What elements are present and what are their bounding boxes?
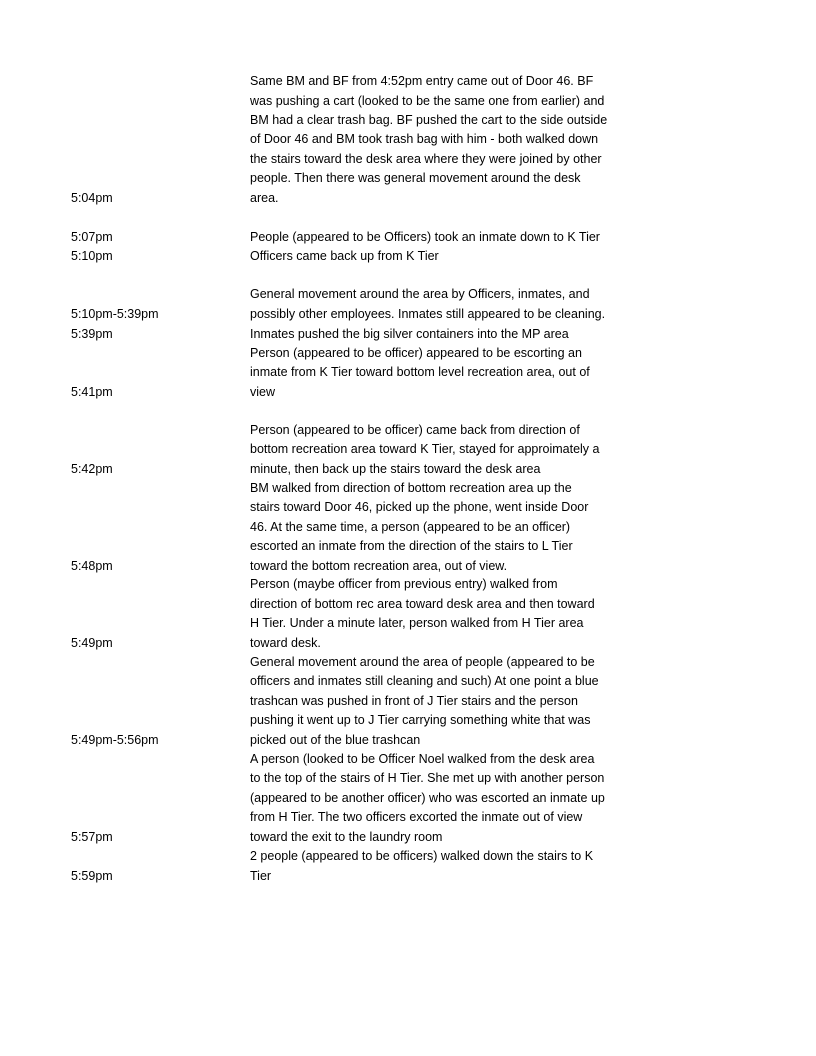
entry-time: 5:57pm — [71, 829, 113, 844]
entry-description: Officers came back up from K Tier — [250, 248, 439, 263]
entry-time: 5:48pm — [71, 558, 113, 573]
entry-description: People (appeared to be Officers) took an inmate down to K Tier — [250, 229, 600, 244]
entry-time: 5:39pm — [71, 326, 113, 341]
entry-time: 5:04pm — [71, 190, 113, 205]
entry-description: Inmates pushed the big silver containers into the MP area — [250, 326, 569, 341]
entry-description: Person (maybe officer from previous entry) walked from direction of bottom rec area toward desk area and then toward H Tier. Under a minute later, person walked from H Tier area toward desk. — [250, 577, 595, 650]
entry-time: 5:41pm — [71, 384, 113, 399]
entry-time: 5:42pm — [71, 461, 113, 476]
entry-description: General movement around the area by Officers, inmates, and possibly other employees. Inmates still appeared to be cleaning. — [250, 287, 606, 321]
entry-description: 2 people (appeared to be officers) walked down the stairs to K Tier — [250, 849, 594, 883]
entry-time: 5:10pm-5:39pm — [71, 306, 159, 321]
entry-time: 5:49pm-5:56pm — [71, 732, 159, 747]
entry-description: BM walked from direction of bottom recreation area up the stairs toward Door 46, picked up the phone, went inside Door 46. At the same time, a person (appeared to be an officer) escorted an inmate from the direction of the stairs to L Tier toward the bottom recreation area, out of view. — [250, 480, 589, 573]
entry-time: 5:07pm — [71, 229, 113, 244]
entry-description: Same BM and BF from 4:52pm entry came out of Door 46. BF was pushing a cart (looked to be the same one from earlier) and BM had a clear trash bag. BF pushed the cart to the side outside of Door 46 and BM took trash bag with him - both walked down the stairs toward the desk area where they were joined by other people. Then there was general movement around the desk area. — [250, 74, 608, 205]
entry-description: Person (appeared to be officer) appeared to be escorting an inmate from K Tier toward bottom level recreation area, out of view — [250, 345, 590, 399]
entry-time: 5:59pm — [71, 868, 113, 883]
entry-description: A person (looked to be Officer Noel walked from the desk area to the top of the stairs of H Tier. She met up with another person (appeared to be another officer) who was escorted an inmate up from H Tier. The two officers excorted the inmate out of view toward the exit to the laundry room — [250, 751, 605, 844]
entry-description: General movement around the area of people (appeared to be officers and inmates still cleaning and such) At one point a blue trashcan was pushed in front of J Tier stairs and the person pushing it went up to J Tier carrying something white that was picked out of the blue trashcan — [250, 654, 599, 747]
entry-description: Person (appeared to be officer) came back from direction of bottom recreation area toward K Tier, stayed for approimately a minute, then back up the stairs toward the desk area — [250, 422, 600, 476]
entry-time: 5:10pm — [71, 248, 113, 263]
entry-time: 5:49pm — [71, 635, 113, 650]
